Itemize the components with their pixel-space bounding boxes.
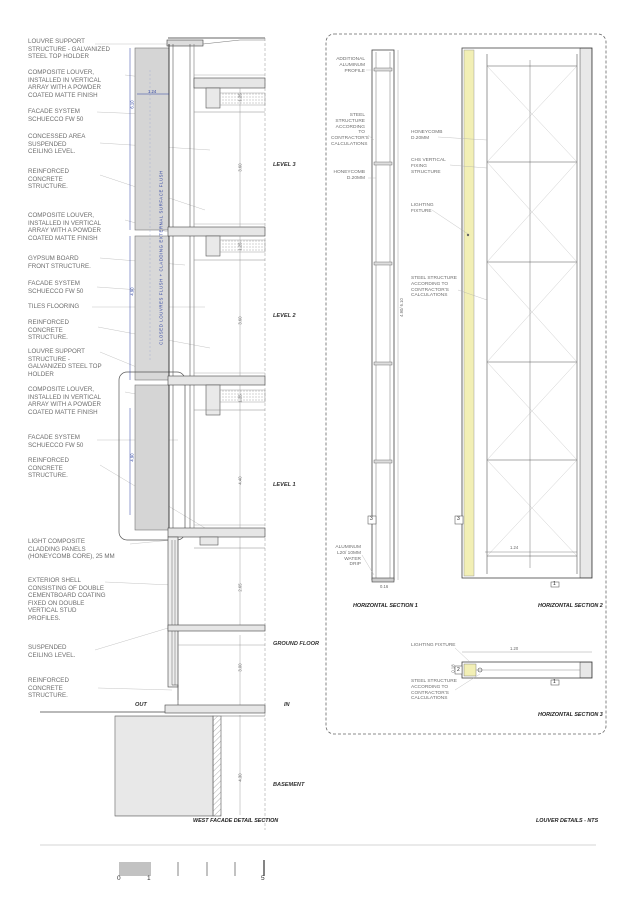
note-composite-louver-3: COMPOSITE LOUVER, INSTALLED IN VERTICAL ARRAY WITH A POWDER COATED MATTE FINISH	[28, 386, 102, 416]
note-reinforced-concrete-1: REINFORCED CONCRETE STRUCTURE.	[28, 168, 69, 191]
tag-1-section-2: 1	[553, 581, 556, 587]
basement-label: BASEMENT	[273, 782, 305, 788]
note-lighting-fixture-1: LIGHTING FIXTURE	[411, 203, 434, 214]
note-facade-system-2: FACADE SYSTEM SCHUECCO FW 50	[28, 280, 84, 295]
tag-3-section-2: 3	[457, 516, 460, 522]
note-reinforced-concrete-4: REINFORCED CONCRETE STRUCTURE.	[28, 677, 69, 700]
note-steel-structure-3: STEEL STRUCTURE ACCORDING TO CONTRACTOR'S CALCULATIONS	[411, 679, 457, 702]
dim-louver-124: 1.24	[148, 89, 157, 94]
dim-125-a: 1.25	[237, 93, 243, 102]
horizontal-section-2-caption: HORIZONTAL SECTION 2	[538, 603, 603, 609]
dim-440: 4.40	[237, 476, 243, 485]
dim-430: 4.30	[237, 773, 243, 782]
tag-2-section-3: 2	[457, 667, 460, 673]
out-label: OUT	[135, 702, 147, 708]
note-composite-louver-2: COMPOSITE LOUVER, INSTALLED IN VERTICAL ARRAY WITH A POWDER COATED MATTE FINISH	[28, 212, 102, 242]
note-louvre-support-top: LOUVRE SUPPORT STRUCTURE - GALVANIZED STEEL TOP HOLDER	[28, 38, 110, 61]
ground-floor-label: GROUND FLOOR	[273, 641, 319, 647]
note-facade-system-1: FACADE SYSTEM SCHUECCO FW 50	[28, 108, 84, 123]
horizontal-section-2	[362, 48, 592, 587]
note-facade-system-3: FACADE SYSTEM SCHUECCO FW 50	[28, 434, 84, 449]
west-facade-caption: WEST FACADE DETAIL SECTION	[193, 818, 279, 824]
horizontal-section-1-caption: HORIZONTAL SECTION 1	[353, 603, 418, 609]
dim-louver-124-b: 1.24	[510, 545, 519, 550]
tag-3-section-1: 3	[370, 516, 373, 522]
in-label: IN	[284, 702, 290, 708]
note-steel-structure-2: STEEL STRUCTURE ACCORDING TO CONTRACTOR'S CALCULATIONS	[411, 276, 457, 299]
note-louvre-support-2: LOUVRE SUPPORT STRUCTURE - GALVANIZED STEEL TOP HOLDER	[28, 348, 102, 378]
note-aluminum-water-drip: ALUMINUM L20/ 10MM WATER DRIP	[335, 545, 361, 568]
note-honeycomb-2: HONEYCOMB D.20MM	[411, 130, 443, 141]
note-reinforced-concrete-3: REINFORCED CONCRETE STRUCTURE.	[28, 457, 69, 480]
note-honeycomb-1: HONEYCOMB D.20MM	[333, 170, 365, 181]
dim-louver-120: 1.20	[510, 646, 519, 651]
note-light-composite-cladding: LIGHT COMPOSITE CLADDING PANELS (HONEYCOMB CORE), 25 MM	[28, 538, 115, 561]
note-reinforced-concrete-2: REINFORCED CONCRETE STRUCTURE.	[28, 319, 69, 342]
closed-louvres-flush-label: CLOSED LOUVRES FLUSH + CLADDING EXTERNAL SURFACE FLUSH	[158, 170, 164, 345]
dim-300: 3.00	[237, 663, 243, 672]
note-concessed-area: CONCESSED AREA SUSPENDED CEILING LEVEL.	[28, 133, 86, 156]
tag-1-section-3: 1	[553, 679, 556, 685]
scale-label-5: 5	[261, 875, 265, 882]
dim-265: 2.65	[237, 583, 243, 592]
dim-louver-490-a: 4.90	[129, 287, 135, 296]
note-exterior-shell: EXTERIOR SHELL CONSISTING OF DOUBLE CEMENTBOARD COATING FIXED ON DOUBLE VERTICAL STUD PROFILES.	[28, 577, 106, 622]
level-1-label: LEVEL 1	[273, 482, 296, 488]
dim-louver-490-b: 4.90	[129, 453, 135, 462]
dim-125-c: 1.25	[237, 394, 243, 403]
dim-louver-018: 0.18	[450, 664, 456, 673]
note-composite-louver-1: COMPOSITE LOUVER, INSTALLED IN VERTICAL ARRAY WITH A POWDER COATED MATTE FINISH	[28, 69, 102, 99]
horizontal-section-1	[368, 50, 398, 582]
dim-360-a: 3.60	[237, 163, 243, 172]
scale-label-0: 0	[117, 875, 121, 882]
dim-louver-610: 6.10	[129, 100, 135, 109]
scale-label-1: 1	[147, 875, 151, 882]
scale-bar	[120, 860, 264, 876]
level-3-label: LEVEL 3	[273, 162, 296, 168]
note-steel-structure-1: STEEL STRUCTURE ACCORDING TO CONTRACTOR'S CALCULATIONS	[331, 113, 369, 147]
level-2-label: LEVEL 2	[273, 313, 296, 319]
note-chs-vertical: CHS VERTICAL FIXING STRUCTURE	[411, 158, 446, 175]
dim-125-b: 1.25	[237, 242, 243, 251]
note-gypsum-board: GYPSUM BOARD FRONT STRUCTURE.	[28, 255, 91, 270]
note-additional-aluminum-profile: ADDITIONAL ALUMINUM PROFILE	[336, 57, 365, 74]
note-lighting-fixture-2: LIGHTING FIXTURE	[411, 643, 456, 648]
louver-details-caption: LOUVER DETAILS - NTS	[536, 818, 599, 824]
dim-louver-016: 0.16	[380, 584, 389, 589]
dim-louver-490-610: 4.90/ 6.10	[398, 298, 404, 317]
note-tiles-flooring: TILES FLOORING	[28, 303, 80, 310]
horizontal-section-3	[455, 648, 592, 690]
dim-360-b: 3.60	[237, 316, 243, 325]
note-suspended-ceiling: SUSPENDED CEILING LEVEL.	[28, 644, 76, 659]
horizontal-section-3-caption: HORIZONTAL SECTION 3	[538, 712, 603, 718]
